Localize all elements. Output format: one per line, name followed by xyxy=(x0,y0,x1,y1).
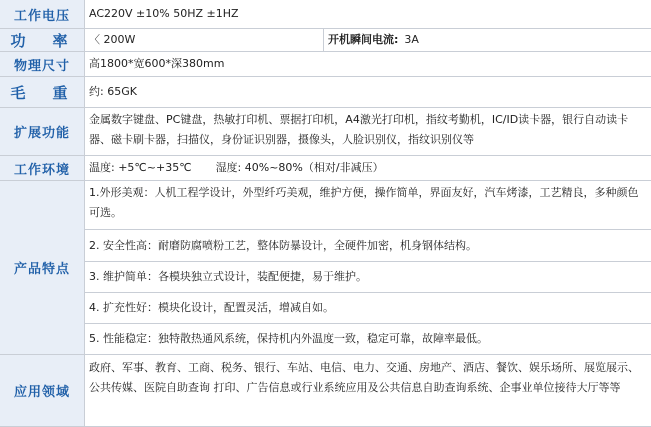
row-expansion xyxy=(0,108,651,156)
row-environment xyxy=(0,156,651,181)
row-weight xyxy=(0,77,651,108)
label-environment: 工作环境 xyxy=(0,156,85,180)
feature-text: 5. 性能稳定：独特散热通风系统，保持机内外温度一致，稳定可靠，故障率最低。 xyxy=(89,332,488,345)
inrush-label: 开机瞬间电流: xyxy=(328,33,399,46)
row-features xyxy=(0,181,651,355)
value-voltage: AC220V ±10% 50HZ ±1HZ xyxy=(89,7,239,20)
cell-divider xyxy=(323,29,324,51)
feature-text: 2. 安全性高：耐磨防腐喷粉工艺，整体防暴设计，全硬件加密，机身钢体结构。 xyxy=(89,238,477,252)
feature-text: 4. 扩充性好：模块化设计，配置灵活，增减自如。 xyxy=(89,301,334,314)
feature-text: 3. 维护简单：各模块独立式设计，装配便捷，易于维护。 xyxy=(89,270,367,283)
inrush-value: 3A xyxy=(404,33,419,46)
label-power: 功 率 xyxy=(0,29,85,51)
feature-item xyxy=(85,262,651,293)
feature-item xyxy=(85,181,651,230)
value-size: 高1800*宽600*深380mm xyxy=(89,57,225,70)
row-voltage xyxy=(0,0,651,29)
label-expansion: 扩展功能 xyxy=(0,108,85,155)
label-size: 物理尺寸 xyxy=(0,52,85,76)
row-applications xyxy=(0,355,651,427)
feature-text: 1.外形美观：人机工程学设计，外型纤巧美观，维护方便，操作简单，界面友好，汽车烤漆，工艺精良，多种颜色可选。 xyxy=(89,186,639,219)
value-expansion: 金属数字键盘、PC键盘，热敏打印机、票据打印机，A4激光打印机，指纹考勤机，IC/ID读卡器，银行自动读卡器、磁卡刷卡器，扫描仪，身份证识别器，摄像头，人脸识别仪，指纹识别仪等 xyxy=(89,113,629,146)
inrush-current xyxy=(328,29,647,51)
row-power xyxy=(0,29,651,52)
feature-item xyxy=(85,293,651,324)
value-power: 〈 200W xyxy=(89,33,136,46)
value-applications: 政府、军事、教育、工商、税务、银行、车站、电信、电力、交通、房地产、酒店、餐饮、娱乐场所、展览展示、公共传媒、医院自助查询 打印、广告信息或行业系统应用及公共信息自助查询系统、企事业单位接待大厅等等 xyxy=(89,361,639,394)
humidity-range: 湿度: 40%~80%（相对/非减压） xyxy=(215,161,384,174)
feature-item xyxy=(85,230,651,262)
value-weight: 约: 65GK xyxy=(89,85,137,98)
feature-item xyxy=(85,324,651,354)
temperature-range: 温度: +5℃~+35℃ xyxy=(89,161,192,174)
label-applications: 应用领域 xyxy=(0,355,85,426)
label-features: 产品特点 xyxy=(0,181,85,354)
label-weight: 毛 重 xyxy=(0,77,85,107)
row-size xyxy=(0,52,651,77)
label-voltage: 工作电压 xyxy=(0,0,85,28)
value-environment xyxy=(89,156,647,180)
